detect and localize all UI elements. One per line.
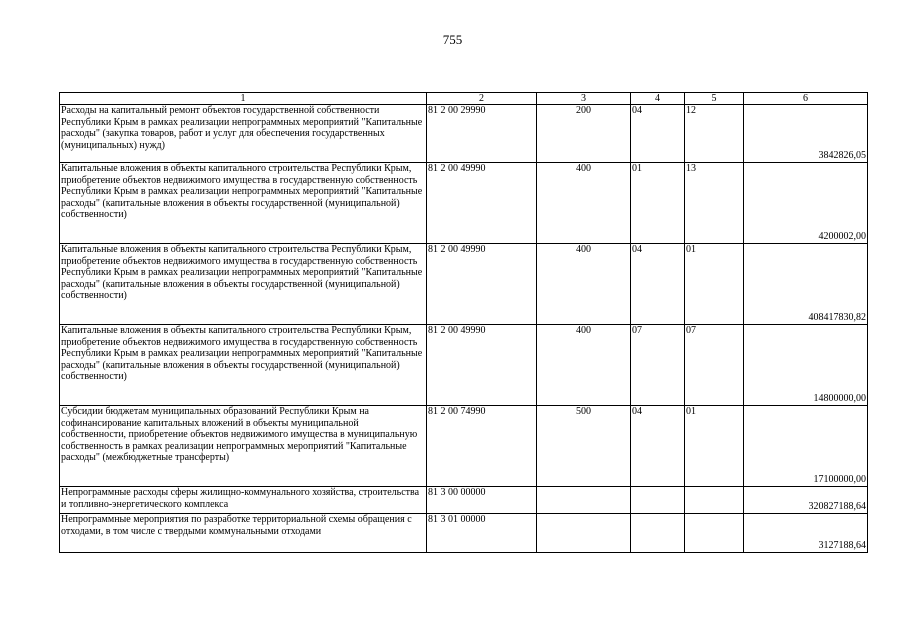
row-pr	[685, 487, 744, 514]
row-rz: 01	[631, 163, 685, 244]
header-cell: 5	[685, 93, 744, 105]
row-vr	[537, 514, 631, 553]
row-rz: 04	[631, 105, 685, 163]
row-code: 81 2 00 49990	[427, 325, 537, 406]
row-pr: 13	[685, 163, 744, 244]
header-cell: 6	[744, 93, 868, 105]
row-name: Субсидии бюджетам муниципальных образований Республики Крым на софинансирование капитальных вложений в объекты муниципальной собственности, приобретение объектов недвижимого имущества в муниципальную собственность в рамках реализации непрограммных мероприятий "Капитальные расходы" (межбюджетные трансферты)	[60, 406, 427, 487]
row-pr: 01	[685, 406, 744, 487]
row-pr: 12	[685, 105, 744, 163]
row-vr: 400	[537, 244, 631, 325]
row-sum: 3127188,64	[744, 514, 868, 553]
table-row	[60, 487, 868, 514]
row-vr	[537, 487, 631, 514]
row-rz: 04	[631, 406, 685, 487]
row-sum: 408417830,82	[744, 244, 868, 325]
table-row	[60, 514, 868, 553]
row-vr: 200	[537, 105, 631, 163]
row-sum: 3842826,05	[744, 105, 868, 163]
row-name: Капитальные вложения в объекты капитального строительства Республики Крым, приобретение объектов недвижимого имущества в государственную собственность Республики Крым в рамках реализации непрограммных мероприятий "Капитальные расходы" (капитальные вложения в объекты государственной (муниципальной) собственности)	[60, 244, 427, 325]
row-sum: 320827188,64	[744, 487, 868, 514]
row-name: Капитальные вложения в объекты капитального строительства Республики Крым, приобретение объектов недвижимого имущества в государственную собственность Республики Крым в рамках реализации непрограммных мероприятий "Капитальные расходы" (капитальные вложения в объекты государственной (муниципальной) собственности)	[60, 163, 427, 244]
row-name: Непрограммные расходы сферы жилищно-коммунального хозяйства, строительства и топливно-энергетического комплекса	[60, 487, 427, 514]
row-code: 81 3 01 00000	[427, 514, 537, 553]
header-cell: 4	[631, 93, 685, 105]
row-pr	[685, 514, 744, 553]
table-header-row	[60, 93, 868, 105]
table-row	[60, 406, 868, 487]
budget-table	[59, 92, 868, 553]
row-rz	[631, 487, 685, 514]
row-name: Расходы на капитальный ремонт объектов государственной собственности Республики Крым в рамках реализации непрограммных мероприятий "Капитальные расходы" (закупка товаров, работ и услуг для обеспечения государственных (муниципальных) нужд)	[60, 105, 427, 163]
header-cell: 1	[60, 93, 427, 105]
table-row	[60, 244, 868, 325]
row-rz: 07	[631, 325, 685, 406]
table-row	[60, 163, 868, 244]
row-sum: 17100000,00	[744, 406, 868, 487]
header-cell: 3	[537, 93, 631, 105]
row-code: 81 2 00 29990	[427, 105, 537, 163]
row-rz: 04	[631, 244, 685, 325]
row-sum: 14800000,00	[744, 325, 868, 406]
table-row	[60, 325, 868, 406]
row-sum: 4200002,00	[744, 163, 868, 244]
row-vr: 400	[537, 163, 631, 244]
row-vr: 500	[537, 406, 631, 487]
row-code: 81 2 00 49990	[427, 163, 537, 244]
row-code: 81 2 00 74990	[427, 406, 537, 487]
row-code: 81 3 00 00000	[427, 487, 537, 514]
row-code: 81 2 00 49990	[427, 244, 537, 325]
row-rz	[631, 514, 685, 553]
row-name: Капитальные вложения в объекты капитального строительства Республики Крым, приобретение объектов недвижимого имущества в государственную собственность Республики Крым в рамках реализации непрограммных мероприятий "Капитальные расходы" (капитальные вложения в объекты государственной (муниципальной) собственности)	[60, 325, 427, 406]
row-pr: 01	[685, 244, 744, 325]
header-cell: 2	[427, 93, 537, 105]
table-row	[60, 105, 868, 163]
row-name: Непрограммные мероприятия по разработке территориальной схемы обращения с отходами, в том числе с твердыми коммунальными отходами	[60, 514, 427, 553]
row-pr: 07	[685, 325, 744, 406]
page-number: 755	[442, 32, 463, 47]
row-vr: 400	[537, 325, 631, 406]
